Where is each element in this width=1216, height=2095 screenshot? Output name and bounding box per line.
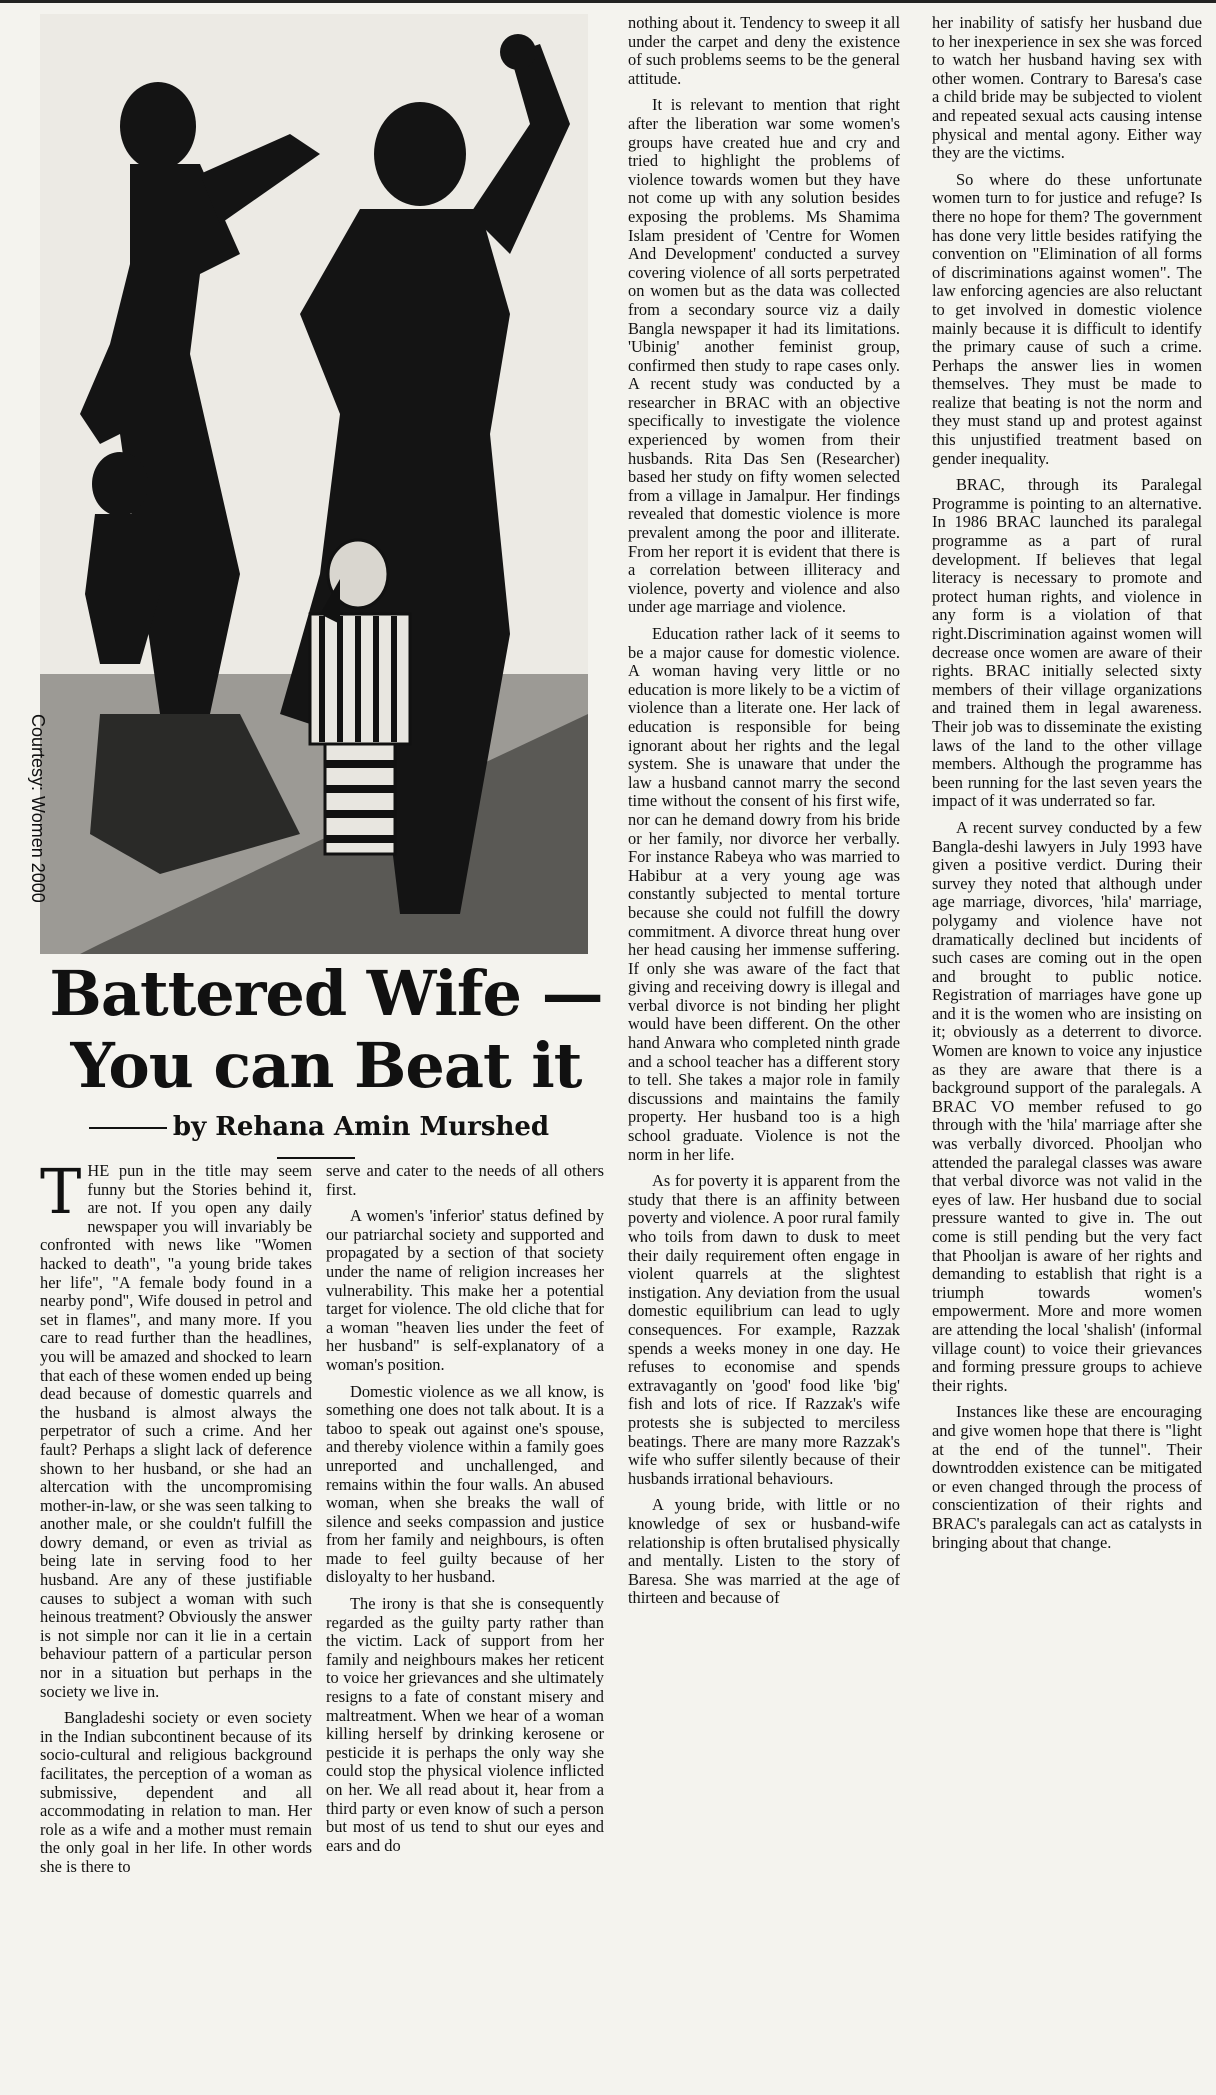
byline-text: by Rehana Amin Murshed — [172, 1112, 550, 1142]
paragraph-text: HE pun in the title may seem funny but the Stories behind it, are not. If you open any daily newspaper you will invariably be confronted with news like "Women hacked to death", "a young bride takes her life", "A female body found in a nearby pond", Wife doused in petrol and set in flames", and many more. If you care to read further than the headlines, you will be amazed and shocked to learn that each of these women ended up being dead because of domestic quarrels and the husband is almost always the perpetrator of such a crime. And her fault? Perhaps a slight lack of deference shown to her husband, or she had an altercation with the uncompromising mother-in-law, or she was seen talking to another male, or she couldn't fulfill the dowry demand, or even as trivial as being late in serving food to her husband. Are any of these justifiable causes to subject a woman with such heinous treatment? Obviously the answer is not simple nor can it lie in a certain behaviour pattern of a particular person nor in a situation but perhaps in the society we live in. — [40, 1161, 312, 1701]
byline-rule-right — [277, 1157, 355, 1159]
article-paragraph: Education rather lack of it seems to be a major cause for domestic violence. A woman having very little or no education is more likely to be a victim of violence than a literate one. Her lack of education is responsible for being ignorant about her rights and the legal system. She is unaware that under the law a husband cannot marry the second time without the consent of his first wife, nor can he demand dowry from his bride or her family, nor divorce her verbally. For instance Rabeya who was married to Habibur at a very young age was constantly subjected to mental torture because she could not fulfill the dowry commitment. A divorce threat hung over her head causing her immense suffering. If only she was aware of the fact that giving and receiving dowry is illegal and verbal divorce is not binding her plight would have been different. On the other hand Anwara who completed ninth grade and a school teacher has a different story to tell. She takes a major role in family discussions and maintains the family property. Her husband too is a high school graduate. Violence is not the norm in her life. — [628, 624, 900, 1164]
article-paragraph: Instances like these are encouraging and give women hope that there is "light at the end of the tunnel". Their downtrodden existence can be mitigated or even changed through the process of conscientization of their rights and BRAC's paralegals can act as catalysts in bringing about that change. — [932, 1402, 1202, 1552]
article-paragraph: A women's 'inferior' status defined by our patriarchal society and supported and propagated by a section of that society under the name of religion increases her vulnerability. This make her a potential target for violence. The old cliche that for a woman "heaven lies under the feet of her husband" is self-explanatory of a woman's position. — [326, 1206, 604, 1374]
silhouette-illustration — [40, 14, 588, 954]
article-paragraph: Bangladeshi society or even society in the Indian subcontinent because of its socio-cultural and religious background facilitates, the perception of a woman as submissive, dependent and all accommodating in relation to man. Her role as a wife and a mother must remain the only goal in her life. In other words she is there to — [40, 1708, 312, 1876]
top-rule — [0, 0, 1216, 3]
photo-credit: Courtesy: Women 2000 — [28, 714, 48, 903]
article-paragraph — [40, 1155, 312, 1701]
article-paragraph: As for poverty it is apparent from the study that there is an affinity between poverty and violence. A poor rural family who toils from dawn to dusk to meet their daily requirement often engage in violent quarrels at the slightest instigation. Any deviation from the usual domestic equilibrium can lead to ugly consequences. For example, Razzak spends a weeks money in one day. He refuses to economise and spends extravagantly on 'good' food like 'big' fish and lots of rice. If Razzak's wife protests she is subjected to merciless beatings. There are many more Razzak's wife who suffer silently because of their husbands irrational behaviours. — [628, 1171, 900, 1488]
article-column-4 — [932, 14, 1202, 1560]
byline-rule-left — [89, 1127, 167, 1129]
headline-line-1: Battered Wife — — [49, 957, 603, 1030]
article-column-2 — [326, 1162, 604, 1863]
headline — [46, 958, 606, 1102]
article-paragraph: nothing about it. Tendency to sweep it all under the carpet and deny the existence of such problems seems to be the general attitude. — [628, 13, 900, 88]
article-photo — [28, 14, 588, 954]
article-paragraph: A recent survey conducted by a few Bangla-deshi lawyers in July 1993 have given a positive verdict. During their survey they noted that although under age marriage, divorces, 'hila' marriage, polygamy and violence have not dramatically declined but incidents of such cases are coming out in the open and brought to public notice. Registration of marriages have gone up and it is the women who are insisting on it; obviously as a deterrent to divorce. Women are known to voice any injustice as they are aware that there is a background support of the paralegals. A BRAC VO member refused to go through with the 'hila' marriage after she was verbally divorced. Phooljan who attended the paralegal classes was aware that verbal divorce was not valid in the eyes of law. Her husband due to social pressure wanted to give in. The out come is still pending but the very fact that Phooljan is aware of her rights and demanding to establish that right is a triumph towards women's empowerment. More and more women are attending the local 'shalish' (informal village count) to voice their grievances and forming pressure groups to achieve their rights. — [932, 817, 1202, 1395]
article-paragraph: her inability of satisfy her husband due to her inexperience in sex she was forced to watch her husband having sex with other women. Contrary to Baresa's case a child bride may be subjected to violent and repeated sexual acts causing intense physical and mental agony. Either way they are the victims. — [932, 13, 1202, 163]
article-paragraph: So where do these unfortunate women turn to for justice and refuge? Is there no hope for them? The government has done very little besides ratifying the convention on "Elimination of all forms of discriminations against women". The law enforcing agencies are also reluctant to get involved in domestic violence mainly because it is difficult to identify the primary cause of such a crime. Perhaps the answer lies in women themselves. They must be made to realize that beating is not the norm and they must stand up and protest against this unjustified treatment based on gender inequality. — [932, 169, 1202, 468]
article-column-1 — [40, 1155, 312, 1885]
article-paragraph: Domestic violence as we all know, is something one does not talk about. It is a taboo to speak out against one's spouse, and thereby violence within a family goes unreported and unchallenged, and remains within the four walls. An abused woman, when she breaks the wall of silence and seeks compassion and justice from her family and neighbours, is often made to feel guilty because of her disloyalty to her husband. — [326, 1381, 604, 1587]
article-paragraph: A young bride, with little or no knowledge of sex or husband-wife relationship is often brutalised physically and mentally. Listen to the story of Baresa. She was married at the age of thirteen and because of — [628, 1495, 900, 1608]
headline-line-2: You can Beat it — [70, 1029, 582, 1102]
article-paragraph: serve and cater to the needs of all others first. — [326, 1161, 604, 1199]
article-column-3 — [628, 14, 900, 1616]
article-paragraph: It is relevant to mention that right after the liberation war some women's groups have created hue and cry and tried to highlight the problems of violence towards women but they have not come up with any solution besides exposing the problems. Ms Shamima Islam president of 'Centre for Women And Development' conducted a survey covering violence of all sorts perpetrated on women but as the data was collected from a secondary source viz a daily Bangla newspaper it had its limitations. 'Ubinig' another feminist group, confirmed then study to rape cases only. A recent study was conducted by a researcher in BRAC with an objective specifically to investigate the violence experienced by women from their husbands. Rita Das Sen (Researcher) based her study on fifty women selected from a village in Jamalpur. Her findings revealed that domestic violence is more prevalent among the poor and illiterate. From her report it is evident that there is a correlation between illiteracy and violence, poverty and violence and also under age marriage and violence. — [628, 95, 900, 617]
drop-cap: T — [40, 1155, 82, 1228]
article-paragraph: BRAC, through its Paralegal Programme is pointing to an alternative. In 1986 BRAC launched its paralegal programme as a part of rural development. If believes that legal literacy is necessary to promote and protect human rights, and violence in any form is a violation of that right.Discrimination against women will decrease once women are aware of their rights. BRAC initially selected sixty members of their village organizations and trained them in legal awareness. Their job was to disseminate the existing laws of the land to the other village members. Although the programme has been running for the last seven years the impact of it was underrated so far. — [932, 475, 1202, 811]
article-paragraph: The irony is that she is consequently regarded as the guilty party rather than the victim. Lack of support from her family and neighbours makes her reticent to voice her grievances and she ultimately resigns to a fate of constant misery and maltreatment. When we hear of a woman killing herself by drinking kerosene or pesticide it is perhaps the only way she could stop the physical violence inflicted on her. We all read about it, hear from a third party or even know of such a person but most of us tend to shut our eyes and ears and do — [326, 1594, 604, 1855]
